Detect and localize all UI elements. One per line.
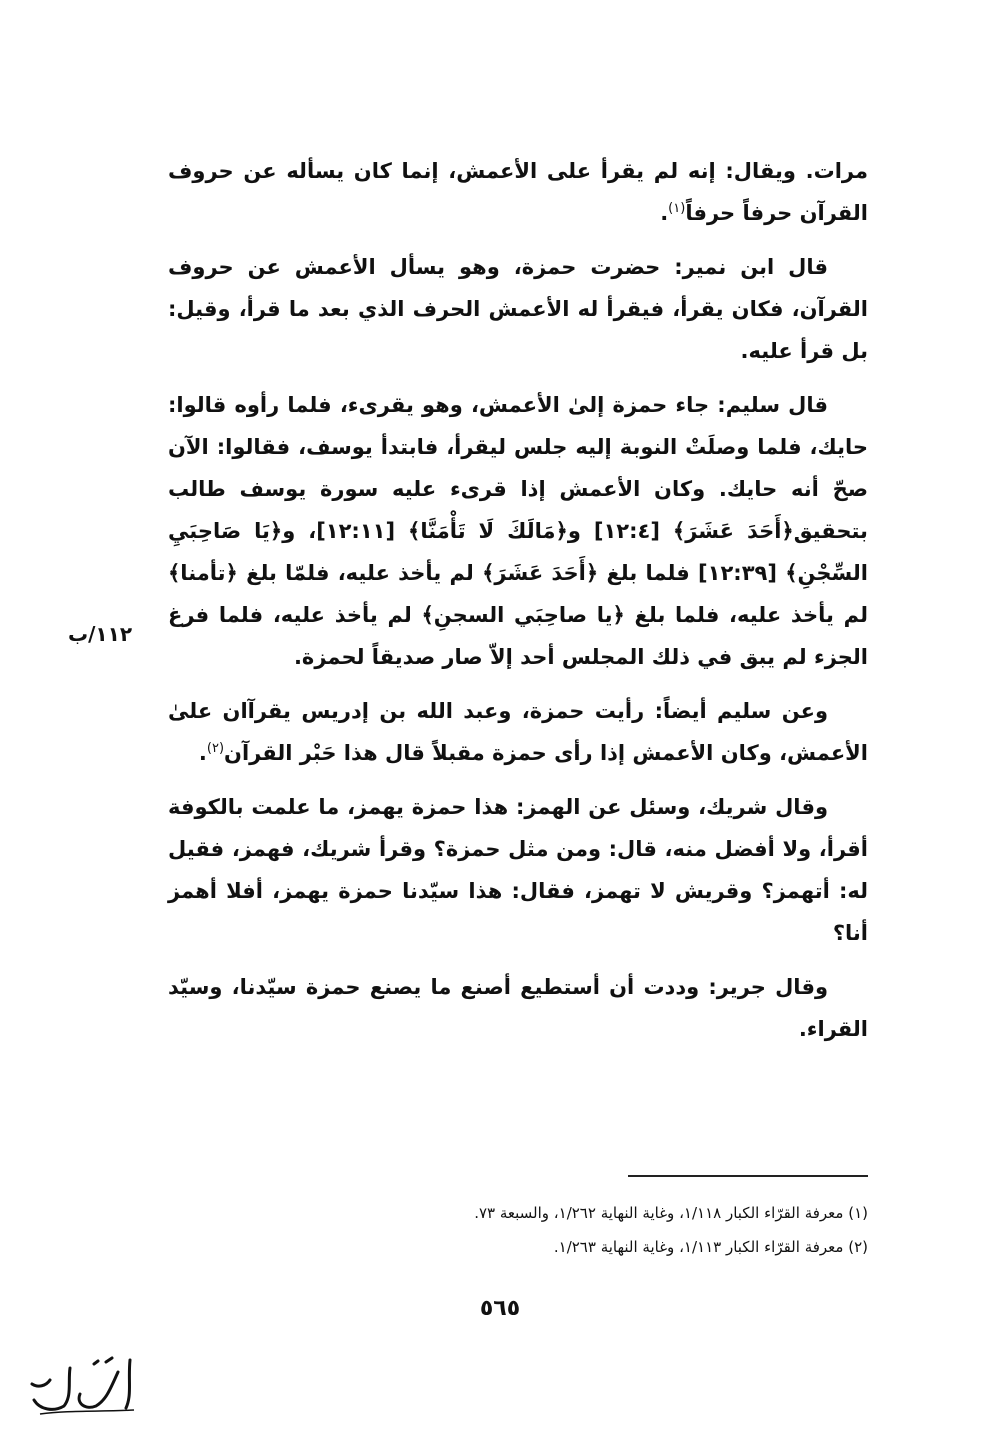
footnote-ref-1[interactable]: (١) bbox=[668, 201, 686, 216]
paragraph-2-text: قال ابن نمير: حضرت حمزة، وهو يسأل الأعمش عن حروف القرآن، فكان يقرأ، فيقرأ له الأعمش الحرف الذي بعد ما قرأ، وقيل: بل قرأ عليه. bbox=[168, 255, 868, 363]
footnote-ref-2[interactable]: (٢) bbox=[206, 741, 225, 756]
paragraph-3-text-b: [١٢:٣٩] فلما بلغ bbox=[598, 561, 786, 585]
paragraph-4-text: وعن سليم أيضاً: رأيت حمزة، وعبد الله بن إدريس يقرآان علىٰ الأعمش، وكان الأعمش إذا رأى حمزة مقبلاً قال هذا حَبْر القرآن bbox=[168, 699, 868, 765]
paragraph-3-text-a: قال سليم: جاء حمزة إلىٰ الأعمش، وهو يقرىء، فلما رأوه قالوا: حايك، فلما وصلَتْ النوبة إليه جلس ليقرأ، فابتدأ يوسف، فقالوا: الآن صحّ أنه حايك. وكان الأعمش إذا قرىء عليه سورة يوسف طالب بتحقيق bbox=[168, 393, 868, 543]
footnote-2: (٢) معرفة القرّاء الكبار ١/١١٣، وغاية النهاية ١/٢٦٣. bbox=[553, 1238, 868, 1256]
footnote-divider bbox=[628, 1175, 868, 1177]
quran-verse-4: ﴿أَحَدَ عَشَرَ﴾ bbox=[482, 561, 599, 585]
paragraph-3-text-d: لم يأخذ عليه، فلما بلغ bbox=[624, 603, 868, 627]
paragraph-5-text: وقال شريك، وسئل عن الهمز: هذا حمزة يهمز، ما علمت بالكوفة أقرأ، ولا أفضل منه، قال: ومن مثل حمزة؟ وقرأ شريك، فهمز، فقيل له: أتهمز؟ وقريش لا تهمز، فقال: هذا سيّدنا حمزة يهمز، أفلا أهمز أنا؟ bbox=[168, 795, 868, 945]
paragraph-3 bbox=[168, 384, 868, 678]
paragraph-4-tail: . bbox=[198, 741, 207, 765]
paragraph-1 bbox=[168, 150, 868, 234]
quran-verse-6: ﴿يا صاحِبَي السجنِ﴾ bbox=[421, 603, 625, 627]
quran-verse-2: ﴿مَالَكَ لَا تَأْمَنَّا﴾ bbox=[408, 519, 568, 543]
calligraphy-logo bbox=[10, 1350, 150, 1420]
page-number: ٥٦٥ bbox=[479, 1296, 521, 1321]
footnote-1: (١) معرفة القرّاء الكبار ١/١١٨، وغاية النهاية ١/٢٦٢، والسبعة ٧٣. bbox=[474, 1204, 868, 1222]
quran-verse-3: ﴿يَا صَاحِبَيِ السِّجْنِ﴾ bbox=[168, 519, 868, 585]
paragraph-3-text-c: لم يأخذ عليه، فلمّا بلغ bbox=[237, 561, 483, 585]
paragraph-2 bbox=[168, 246, 868, 372]
paragraph-1-text: مرات. ويقال: إنه لم يقرأ على الأعمش، إنما كان يسأله عن حروف القرآن حرفاً حرفاً bbox=[168, 159, 868, 225]
manuscript-folio-note: ١١٢/ب bbox=[68, 622, 133, 646]
quran-verse-5: ﴿تأمنا﴾ bbox=[168, 561, 238, 585]
paragraph-6-text: وقال جرير: وددت أن أستطيع أصنع ما يصنع حمزة سيّدنا، وسيّد القراء. bbox=[168, 975, 868, 1041]
verse-ref-1: [١٢:٤] و bbox=[567, 519, 673, 543]
main-text bbox=[168, 150, 868, 1062]
verse-ref-2: [١٢:١١]، و bbox=[282, 519, 409, 543]
footnotes bbox=[168, 1196, 868, 1264]
paragraph-1-tail: . bbox=[660, 201, 669, 225]
paragraph-4 bbox=[168, 690, 868, 774]
paragraph-5 bbox=[168, 786, 868, 954]
paragraph-3-text-e: لم يأخذ عليه، فلما فرغ الجزء لم يبق في ذلك المجلس أحد إلاّ صار صديقاً لحمزة. bbox=[168, 603, 868, 669]
paragraph-6 bbox=[168, 966, 868, 1050]
quran-verse-1: ﴿أَحَدَ عَشَرَ﴾ bbox=[672, 519, 794, 543]
